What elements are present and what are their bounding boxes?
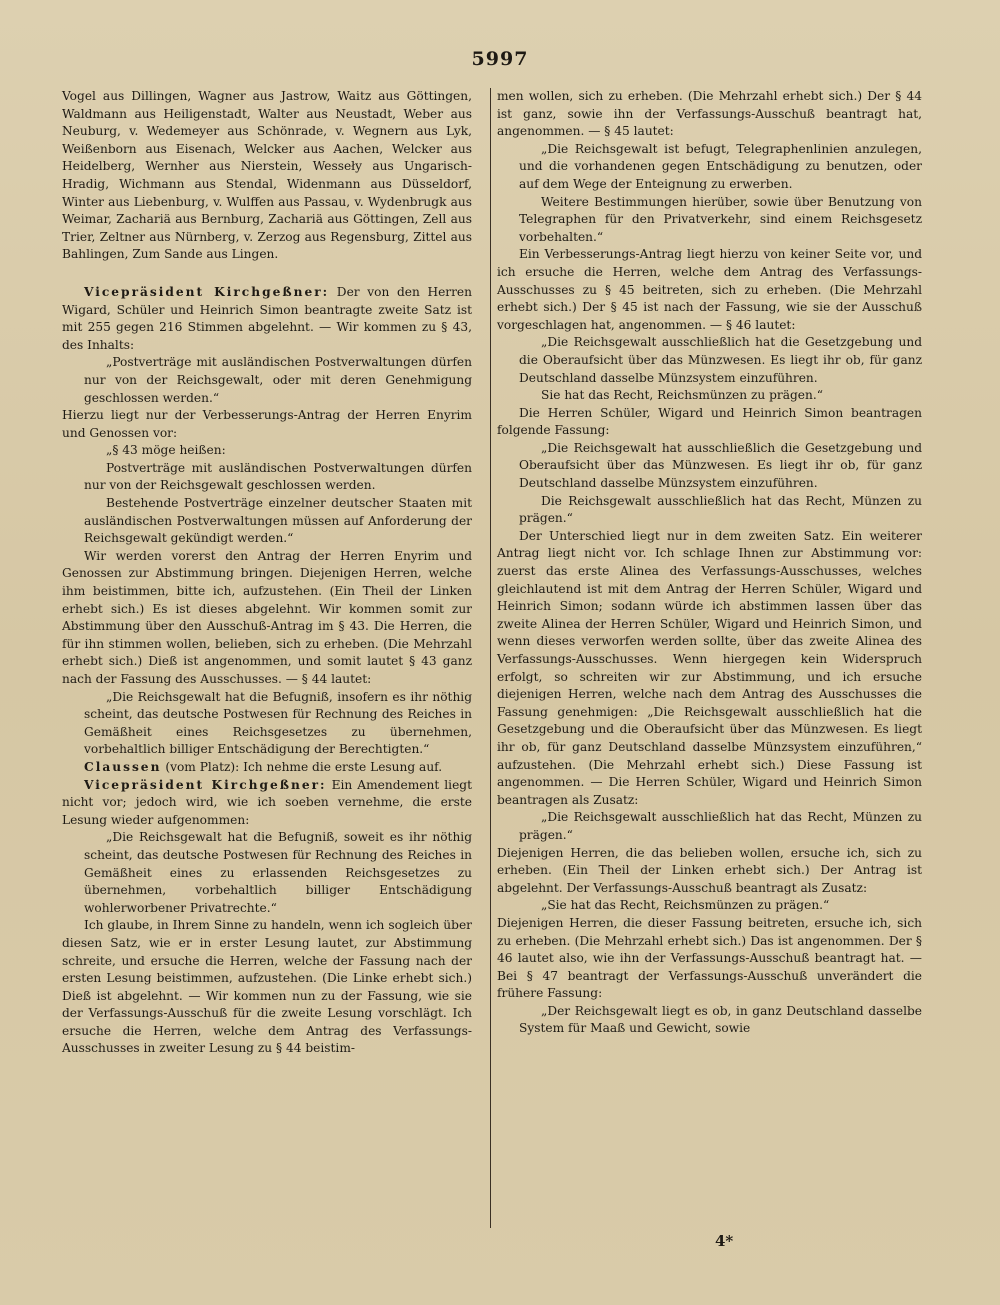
speech-text: Ein Amendement liegt nicht vor; jedoch wird, wie ich soeben vernehme, die erste Lesung wieder aufgenommen: [62,777,472,827]
column-divider [490,88,491,1228]
paragraph: Diejenigen Herren, die dieser Fassung beitreten, ersuche ich, sich zu erheben. (Die Mehrzahl erhebt sich.) Das ist angenommen. Der § 46 lautet also, wie ihn der Verfassungs-Ausschuß beantragt hat. — Bei § 47 beantragt der Verfassungs-Ausschuß unverändert die frühere Fassung: [497,915,922,1001]
page-number: 5997 [471,48,529,70]
paragraph [62,777,472,830]
speaker-name: Vicepräsident Kirchgeßner: [84,777,327,792]
quotation: Postverträge mit ausländischen Postverwaltungen dürfen nur von der Reichsgewalt geschlossen werden. [84,460,472,493]
speaker-name: Claussen [84,759,162,774]
signature-mark: 4* [715,1232,734,1250]
paragraph: Wir werden vorerst den Antrag der Herren Enyrim und Genossen zur Abstimmung bringen. Diejenigen Herren, welche ihm beistimmen, bitte ich, aufzustehen. (Ein Theil der Linken erhebt sich.) Es ist dieses abgelehnt. Wir kommen somit zur Abstimmung über den Ausschuß-Antrag im § 43. Die Herren, die für ihn stimmen wollen, belieben, sich zu erheben. (Die Mehrzahl erhebt sich.) Dieß ist angenommen, und somit lautet § 43 ganz nach der Fassung des Ausschusses. — § 44 lautet: [62,548,472,686]
paragraph: Ein Verbesserungs-Antrag liegt hierzu von keiner Seite vor, und ich ersuche die Herren, welche dem Antrag des Verfassungs-Ausschusses zu § 45 beitreten, sich zu erheben. (Die Mehrzahl erhebt sich.) Der § 45 ist nach der Fassung, wie sie der Ausschuß vorgeschlagen hat, angenommen. — § 46 lautet: [497,247,922,332]
spacer [62,264,472,284]
quotation: „Die Reichsgewalt hat die Befugniß, insofern es ihr nöthig scheint, das deutsche Postwesen für Rechnung des Reiches in Gemäßheit eines Reichsgesetzes zu übernehmen, vorbehaltlich billiger Entschädigung der Berechtigten.“ [84,689,472,757]
quotation: Bestehende Postverträge einzelner deutscher Staaten mit ausländischen Postverwaltungen müssen auf Anforderung der Reichsgewalt gekündigt werden.“ [84,496,472,546]
paragraph: Der Unterschied liegt nur in dem zweiten Satz. Ein weiterer Antrag liegt nicht vor. Ich schlage Ihnen zur Abstimmung vor: zuerst das erste Alinea des Verfassungs-Ausschusses, welches gleichlautend ist mit dem Antrag der Herren Schüler, Wigard und Heinrich Simon; sodann würde ich abstimmen lassen über das zweite Alinea der Herren Schüler, Wigard und Heinrich Simon, und wenn dieses verworfen werden sollte, über das zweite Alinea des Verfassungs-Ausschusses. Wenn hiergegen kein Widerspruch erfolgt, so schreiten wir zur Abstimmung, und ich ersuche diejenigen Herren, welche nach dem Antrag des Ausschusses die Fassung genehmigen: „Die Reichsgewalt ausschließlich hat die Gesetzgebung und die Oberaufsicht über das Münzwesen. Es liegt ihr ob, für ganz Deutschland dasselbe Münzsystem einzuführen,“ aufzustehen. (Die Mehrzahl erhebt sich.) Diese Fassung ist angenommen. — Die Herren Schüler, Wigard und Heinrich Simon beantragen als Zusatz: [497,528,922,807]
quotation: „Die Reichsgewalt ausschließlich hat die Gesetzgebung und die Oberaufsicht über das Münzwesen. Es liegt ihr ob, für ganz Deutschland dasselbe Münzsystem einzuführen. [519,335,922,385]
quotation: Weitere Bestimmungen hierüber, sowie über Benutzung von Telegraphen für den Privatverkehr, sind einem Reichsgesetz vorbehalten.“ [519,194,922,244]
paragraph: Die Herren Schüler, Wigard und Heinrich Simon beantragen folgende Fassung: [497,405,922,438]
right-column [497,88,922,1038]
paragraph [62,759,472,777]
paragraph: men wollen, sich zu erheben. (Die Mehrzahl erhebt sich.) Der § 44 ist ganz, sowie ihn der Verfassungs-Ausschuß beantragt hat, angenommen. — § 45 lautet: [497,89,922,139]
quotation: „Sie hat das Recht, Reichsmünzen zu prägen.“ [541,898,830,913]
paragraph: Diejenigen Herren, die das belieben wollen, ersuche ich, sich zu erheben. (Ein Theil der Linken erhebt sich.) Der Antrag ist abgelehnt. Der Verfassungs-Ausschuß beantragt als Zusatz: [497,845,922,895]
paragraph: Ich glaube, in Ihrem Sinne zu handeln, wenn ich sogleich über diesen Satz, wie er in erster Lesung lautet, zur Abstimmung schreite, und ersuche die Herren, welche der Fassung nach der ersten Lesung beistimmen, aufzustehen. (Die Linke erhebt sich.) Dieß ist abgelehnt. — Wir kommen nun zu der Fassung, wie sie der Verfassungs-Ausschuß für die zweite Lesung vorschlägt. Ich ersuche die Herren, welche dem Antrag des Verfassungs-Ausschusses in zweiter Lesung zu § 44 beistim- [62,918,472,1056]
paragraph [62,284,472,354]
quotation: „Der Reichsgewalt liegt es ob, in ganz Deutschland dasselbe System für Maaß und Gewicht, sowie [519,1003,922,1036]
paragraph: Hierzu liegt nur der Verbesserungs-Antrag der Herren Enyrim und Genossen vor: [62,408,472,440]
paragraph: Vogel aus Dillingen, Wagner aus Jastrow, Waitz aus Göttingen, Waldmann aus Heiligenstadt, Walter aus Neustadt, Weber aus Neuburg, v. Wedemeyer aus Schönrade, v. Wegnern aus Lyk, Weißenborn aus Eisenach, Welcker aus Aachen, Welcker aus Heidelberg, Wernher aus Nierstein, Wesseły aus Ungarisch-Hradig, Wichmann aus Stendal, Widenmann aus Düsseldorf, Winter aus Liebenburg, v. Wulffen aus Passau, v. Wydenbrugk aus Weimar, Zachariä aus Bernburg, Zachariä aus Göttingen, Zell aus Trier, Zeltner aus Nürnberg, v. Zerzog aus Regensburg, Zittel aus Bahlingen, Zum Sande aus Lingen. [62,89,472,262]
quotation: „Die Reichsgewalt hat ausschließlich die Gesetzgebung und Oberaufsicht über das Münzwesen. Es liegt ihr ob, für ganz Deutschland dasselbe Münzsystem einzuführen. [519,440,922,491]
quotation: „Postverträge mit ausländischen Postverwaltungen dürfen nur von der Reichsgewalt, oder mit deren Genehmigung geschlossen werden.“ [84,355,472,405]
quotation: „§ 43 möge heißen: [106,443,226,458]
quotation: Sie hat das Recht, Reichsmünzen zu prägen.“ [541,388,823,403]
quotation: Die Reichsgewalt ausschließlich hat das Recht, Münzen zu prägen.“ [519,493,922,526]
speech-text: Der von den Herren Wigard, Schüler und Heinrich Simon beantragte zweite Satz ist mit 255 gegen 216 Stimmen abgelehnt. — Wir kommen zu § 43, des Inhalts: [62,284,472,352]
speaker-name: Vicepräsident Kirchgeßner: [84,284,330,299]
left-column [62,88,472,1058]
quotation: „Die Reichsgewalt ist befugt, Telegraphenlinien anzulegen, und die vorhandenen gegen Entschädigung zu benutzen, oder auf dem Wege der Enteignung zu erwerben. [519,141,922,191]
quotation: „Die Reichsgewalt hat die Befugniß, soweit es ihr nöthig scheint, das deutsche Postwesen für Rechnung des Reiches in Gemäßheit eines zu erlassenden Reichsgesetzes zu übernehmen, vorbehaltlich billiger Entschädigung wohlerworbener Privatrechte.“ [84,830,472,915]
quotation: „Die Reichsgewalt ausschließlich hat das Recht, Münzen zu prägen.“ [519,810,922,842]
speech-text: (vom Platz): Ich nehme die erste Lesung auf. [165,759,443,774]
